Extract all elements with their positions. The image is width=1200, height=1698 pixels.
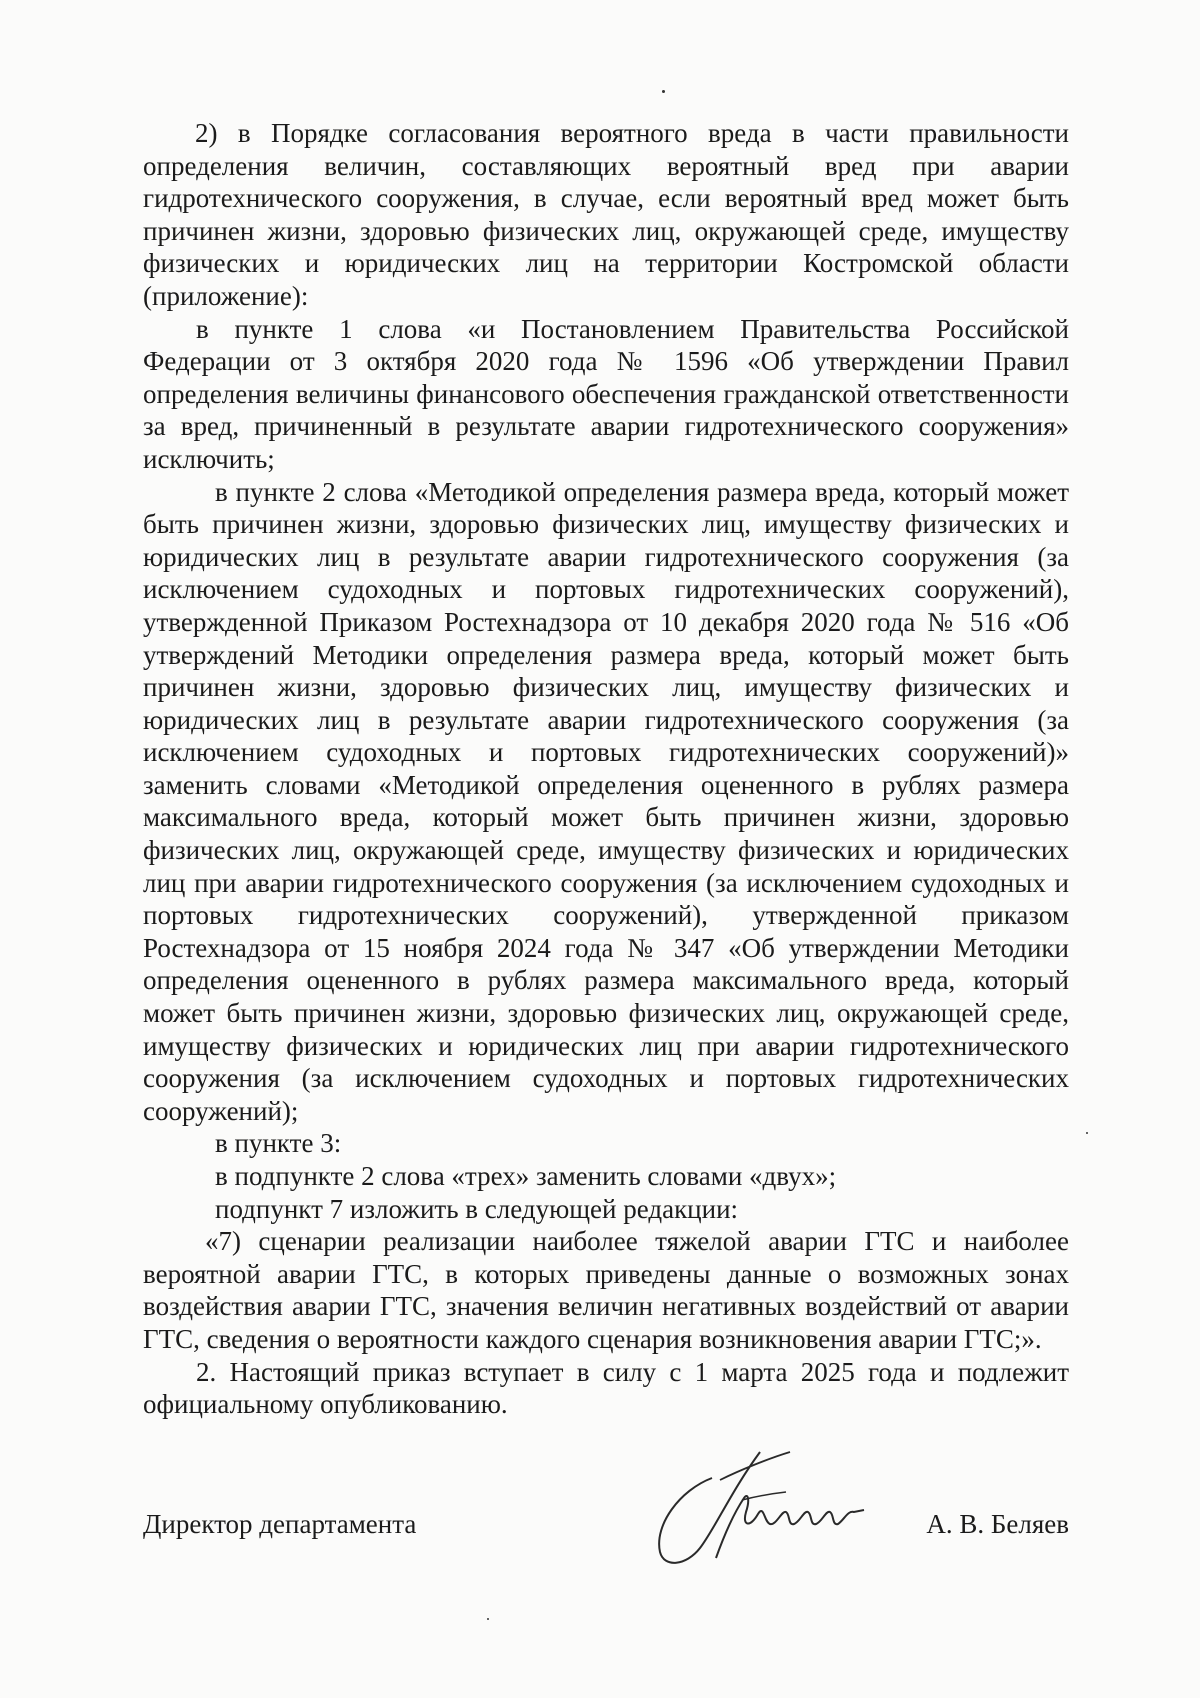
signatory-name: А. В. Беляев [926,1509,1069,1539]
paragraph-effective-date: 2. Настоящий приказ вступает в силу с 1 марта 2025 года и подлежит официальному опубликованию. [143,1356,1069,1420]
paragraph-clause-2: в пункте 2 слова «Методикой определения размера вреда, который может быть причинен жизни, здоровью физических лиц, имуществу физических и юридических лиц в результате аварии гидротехнического сооружения (за исключением судоходных и портовых гидротехнических сооружений), утвержденной Приказом Ростехнадзора от 10 декабря 2020 года № 516 «Об утверждений Методики определения размера вреда, который может быть причинен жизни, здоровью физических лиц, имуществу физических и юридических лиц в результате аварии гидротехнического сооружения (за исключением судоходных и портовых гидротехнических сооружений)» заменить словами «Методикой определения оцененного в рублях размера максимального вреда, который может быть причинен жизни, здоровью физических лиц, окружающей среде, имуществу физических и юридических лиц при аварии гидротехнического сооружения (за исключением судоходных и портовых гидротехнических сооружений), утвержденной приказом Ростехнадзора от 15 ноября 2024 года № 347 «Об утверждении Методики определения оцененного в рублях размера максимального вреда, который может быть причинен жизни, здоровью физических лиц, окружающей среде, имуществу физических и юридических лиц при аварии гидротехнического сооружения (за исключением судоходных и портовых гидротехнических сооружений); [143,476,1069,1126]
paragraph-subclause-7-text: «7) сценарии реализации наиболее тяжелой аварии ГТС и наиболее вероятной аварии ГТС, в которых приведены данные о возможных зонах воздействия аварии ГТС, значения величин негативных воздействий от аварии ГТС, сведения о вероятности каждого сценария возникновения аварии ГТС;». [143,1226,1069,1354]
scan-speck [1086,1132,1088,1134]
paragraph-subclause-2: в подпункте 2 слова «трех» заменить словами «двух»; [215,1161,837,1191]
scan-speck [487,1618,489,1620]
signatory-position: Директор департамента [143,1509,417,1539]
scan-speck [662,90,665,93]
paragraph-clause-3: в пункте 3: [215,1128,342,1159]
paragraph-amendment-2: 2) в Порядке согласования вероятного вреда в части правильности определения величин, составляющих вероятный вред при аварии гидротехнического сооружения, в случае, если вероятный вред может быть причинен жизни, здоровью физических лиц, окружающей среде, имуществу физических и юридических лиц на территории Костромской области (приложение): [143,118,1069,311]
document-body [143,117,1069,1421]
paragraph-clause-1: в пункте 1 слова «и Постановлением Правительства Российской Федерации от 3 октября 2020 года № 1596 «Об утверждении Правил определения величины финансового обеспечения гражданской ответственности за вред, причиненный в результате аварии гидротехнического сооружения» исключить; [143,313,1069,474]
paragraph-subclause-7: подпункт 7 изложить в следующей редакции: [215,1193,739,1224]
handwritten-signature [650,1440,920,1575]
